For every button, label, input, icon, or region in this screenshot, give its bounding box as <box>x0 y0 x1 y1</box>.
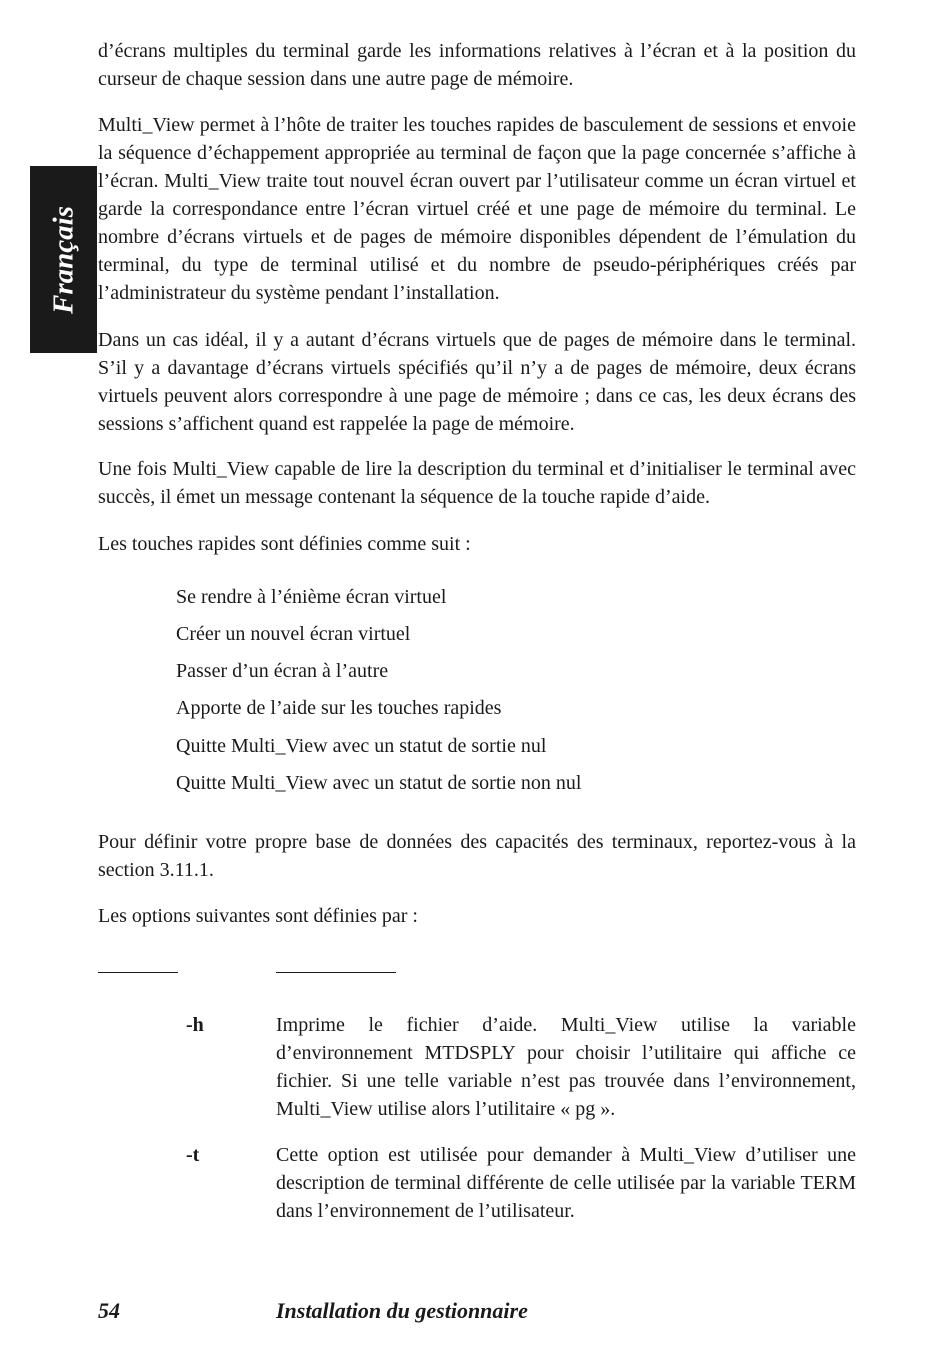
language-side-tab <box>30 166 97 353</box>
footer-section-title: Installation du gestionnaire <box>276 1298 528 1323</box>
page-number: 54 <box>98 1298 120 1323</box>
paragraph-terminal-db: Pour définir votre propre base de données des capacités des terminaux, reportez-vous à la section 3.11.1. <box>98 831 856 881</box>
hotkey-item: Quitte Multi_View avec un statut de sortie nul <box>176 735 547 757</box>
paragraph-hotkeys-intro: Les touches rapides sont définies comme suit : <box>98 533 471 555</box>
option-flag-h: -h <box>186 1014 204 1036</box>
paragraph-continuation: d’écrans multiples du terminal garde les informations relatives à l’écran et à la position du curseur de chaque session dans une autre page de mémoire. <box>98 40 856 90</box>
hotkey-item: Se rendre à l’énième écran virtuel <box>176 586 447 608</box>
hotkey-item: Apporte de l’aide sur les touches rapides <box>176 697 502 719</box>
paragraph-options-intro: Les options suivantes sont définies par : <box>98 905 418 927</box>
paragraph-multiview-hotkeys: Multi_View permet à l’hôte de traiter les touches rapides de basculement de sessions et envoie la séquence d’échappement appropriée au terminal de façon que la page concernée s’affiche à l’écran. Multi_View traite tout nouvel écran ouvert par l’utilisateur comme un écran virtuel et garde la correspondance entre l’écran virtuel créé et une page de mémoire du terminal. Le nombre d’écrans virtuels et de pages de mémoire disponibles dépendent de l’émulation du terminal, du type de terminal utilisé et du nombre de pseudo-périphériques créés par l’administrateur du système pendant l’installation. <box>98 114 856 304</box>
hotkey-item: Passer d’un écran à l’autre <box>176 660 389 682</box>
column-rule-option <box>98 972 178 973</box>
hotkey-item: Créer un nouvel écran virtuel <box>176 623 411 645</box>
paragraph-ideal-case: Dans un cas idéal, il y a autant d’écrans virtuels que de pages de mémoire dans le terminal. S’il y a davantage d’écrans virtuels spécifiés qu’il n’y a de pages de mémoire, deux écrans virtuels peuvent alors correspondre à une page de mémoire ; dans ce cas, les deux écrans des sessions s’affichent quand est rappelée la page de mémoire. <box>98 329 856 435</box>
paragraph-help-message: Une fois Multi_View capable de lire la description du terminal et d’initialiser le terminal avec succès, il émet un message contenant la séquence de la touche rapide d’aide. <box>98 458 856 508</box>
language-tab-label: Français <box>47 205 79 314</box>
column-rule-description <box>276 972 396 973</box>
option-description-h: Imprime le fichier d’aide. Multi_View utilise la variable d’environnement MTDSPLY pour choisir l’utilitaire qui affiche ce fichier. Si une telle variable n’est pas trouvée dans l’environnement, Multi_View utilise alors l’utilitaire « pg ». <box>276 1014 856 1120</box>
option-description-t: Cette option est utilisée pour demander à Multi_View d’utiliser une description de terminal différente de celle utilisée par la variable TERM dans l’environnement de l’utilisateur. <box>276 1144 856 1222</box>
hotkey-item: Quitte Multi_View avec un statut de sortie non nul <box>176 772 582 794</box>
option-flag-t: -t <box>186 1144 200 1166</box>
